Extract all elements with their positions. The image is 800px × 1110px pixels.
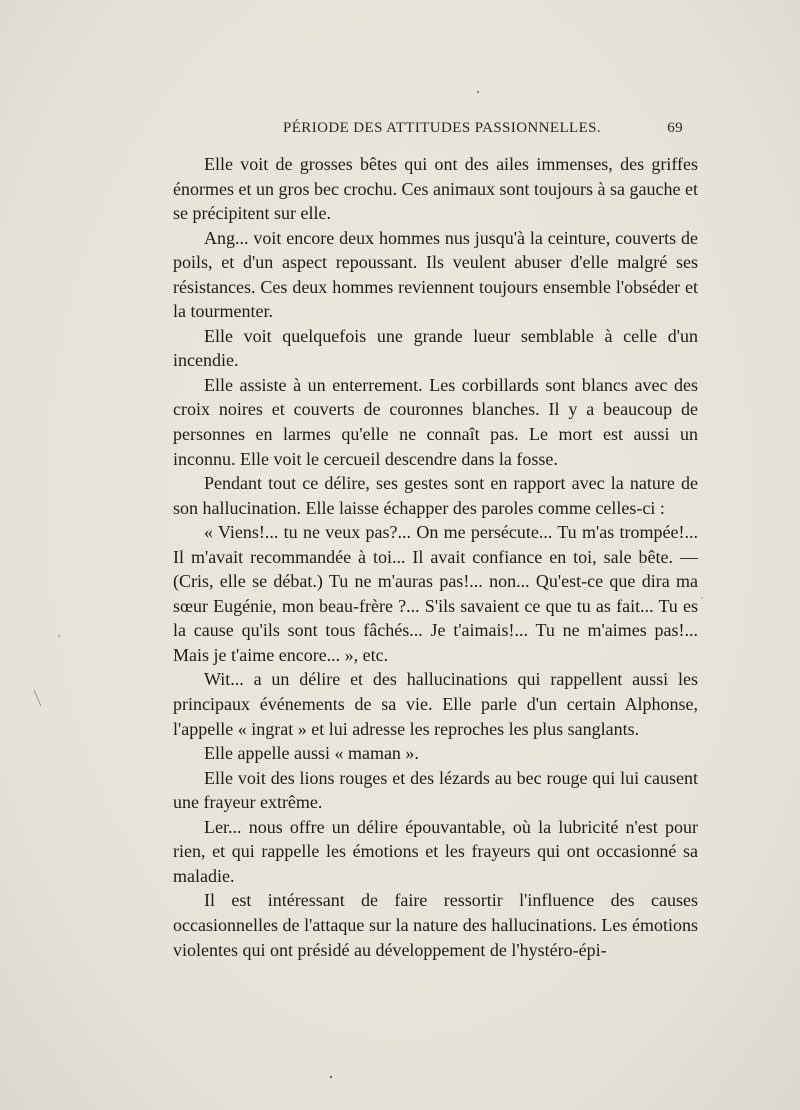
paragraph-quotation: « Viens!... tu ne veux pas?... On me persécute... Tu m'as trompée!... Il m'avait recommandée à toi... Il avait confiance en toi, sale bête. — (Cris, elle se débat.) Tu ne m'auras pas!... non... Qu'est-ce que dira ma sœur Eugénie, mon beau-frère ?... S'ils savaient ce que tu as fait... Tu es la cause qu'ils sont tous fâchés... Je t'aimais!... Tu ne m'aimes pas!... Mais je t'aime encore... », etc. bbox=[173, 522, 698, 665]
paragraph-delire-gestes: Pendant tout ce délire, ses gestes sont en rapport avec la nature de son hallucination. Elle laisse échapper des paroles comme celles-ci : bbox=[173, 473, 698, 518]
body-text bbox=[173, 152, 698, 962]
paragraph-enterrement: Elle assiste à un enterrement. Les corbillards sont blancs avec des croix noires et couverts de couronnes blanches. Il y a beaucoup de personnes en larmes qu'elle ne connaît pas. Le mort est aussi un inconnu. Elle voit le cercueil descendre dans la fosse. bbox=[173, 374, 698, 469]
paper-speck bbox=[477, 91, 479, 93]
paper-speck bbox=[58, 635, 60, 637]
paper-speck bbox=[330, 1076, 332, 1078]
page-number: 69 bbox=[667, 120, 683, 136]
paper-speck bbox=[701, 597, 703, 599]
paragraph-ler: Ler... nous offre un délire épouvantable, où la lubricité n'est pour rien, et qui rappelle les émotions et les frayeurs qui ont occasionné sa maladie. bbox=[173, 816, 698, 886]
paragraph-wit: Wit... a un délire et des hallucinations qui rappellent aussi les principaux événements de sa vie. Elle parle d'un certain Alphonse, l'appelle « ingrat » et lui adresse les reproches les plus sanglants. bbox=[173, 669, 698, 739]
paragraph-influence: Il est intéressant de faire ressortir l'influence des causes occasionnelles de l'attaque sur la nature des hallucinations. Les émotions violentes qui ont présidé au développement de l'hystéro-épi- bbox=[173, 890, 698, 960]
page-header bbox=[173, 120, 683, 146]
paragraph-lions: Elle voit des lions rouges et des lézards au bec rouge qui lui causent une frayeur extrême. bbox=[173, 767, 698, 813]
paragraph-griffons: Elle voit de grosses bêtes qui ont des ailes immenses, des griffes énormes et un gros bec crochu. Ces animaux sont toujours à sa gauche et se précipitent sur elle. bbox=[173, 154, 698, 224]
paragraph-lueur: Elle voit quelquefois une grande lueur semblable à celle d'un incendie. bbox=[173, 325, 698, 371]
paragraph-maman: Elle appelle aussi « maman ». bbox=[204, 743, 419, 764]
paper-mark bbox=[34, 690, 41, 706]
paragraph-ang: Ang... voit encore deux hommes nus jusqu'à la ceinture, couverts de poils, et d'un aspect repoussant. Ils veulent abuser d'elle malgré ses résistances. Ces deux hommes reviennent toujours ensemble l'obséder et la tourmenter. bbox=[173, 227, 698, 322]
running-head: PÉRIODE DES ATTITUDES PASSIONNELLES. bbox=[283, 120, 602, 136]
